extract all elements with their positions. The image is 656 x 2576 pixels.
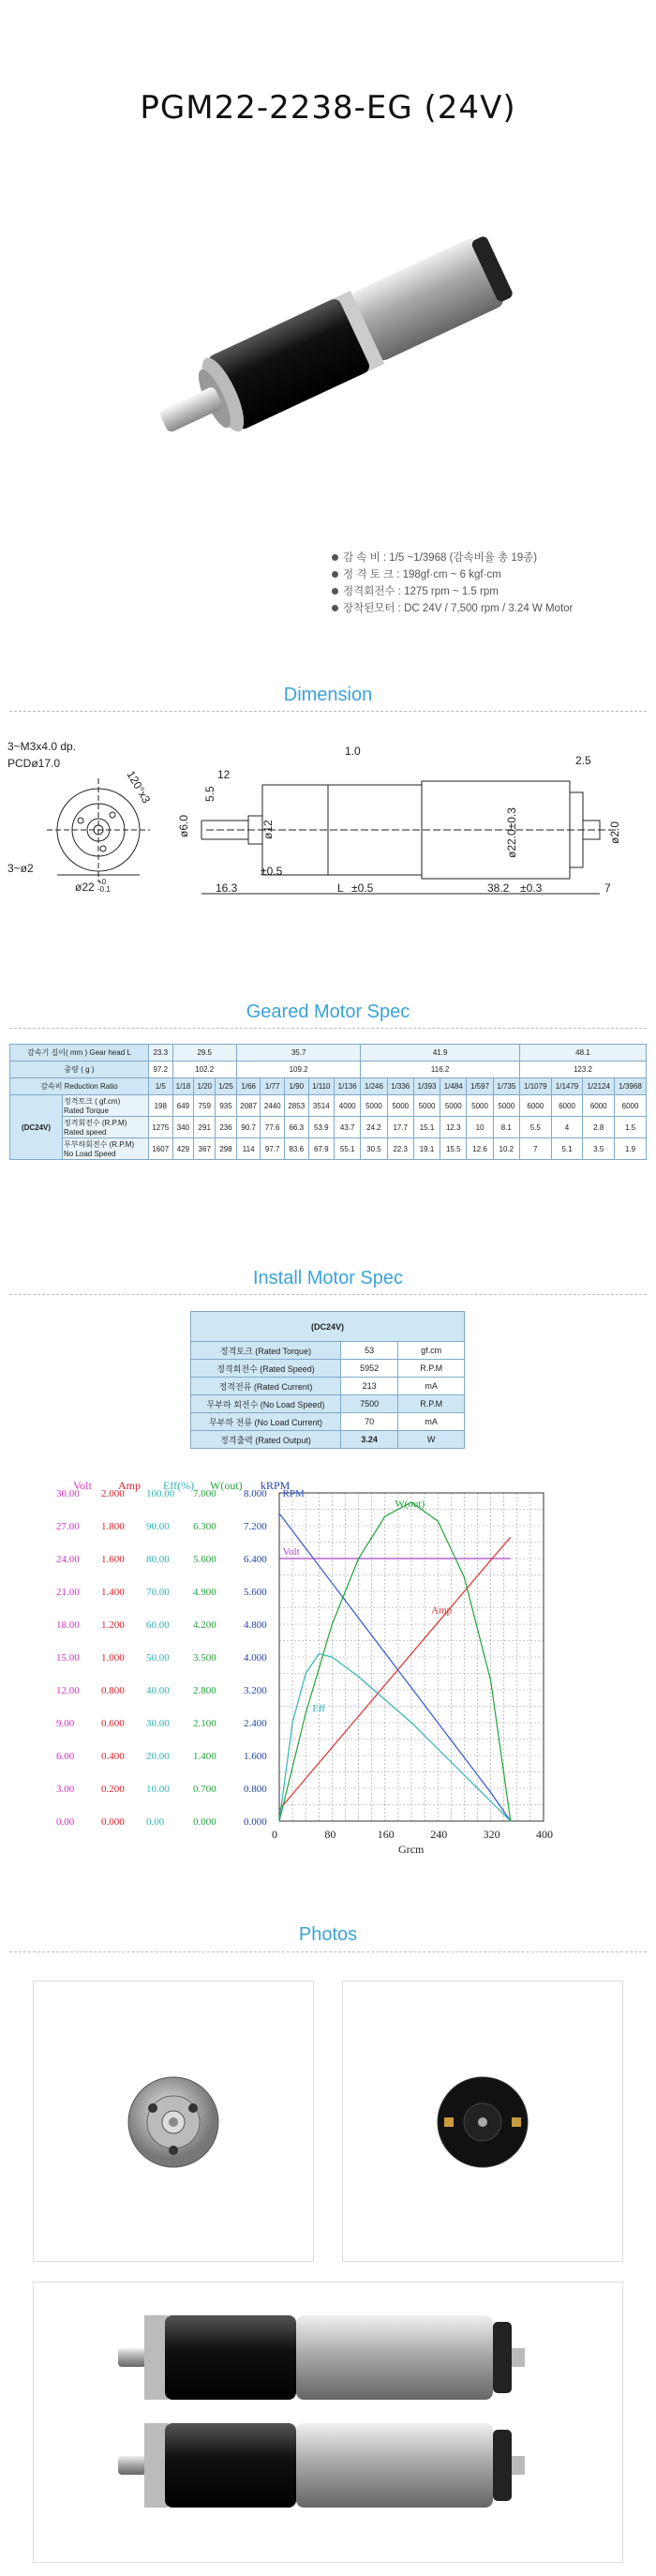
axis-tick-label: 0.000 xyxy=(101,1816,125,1828)
axis-tick-label: 1.400 xyxy=(101,1587,125,1598)
axis-tick-label: 0.800 xyxy=(244,1784,267,1795)
section-divider xyxy=(9,1028,647,1029)
axis-tick-label: 60.00 xyxy=(146,1619,170,1631)
spec-cell: 43.7 xyxy=(335,1117,361,1138)
spec-cell: 236 xyxy=(216,1117,237,1138)
ratio-value: 1/246 xyxy=(361,1078,387,1095)
dim-angle-label: 120°x3 xyxy=(124,768,154,806)
spec-item: 감 속 비 : 1/5 ~1/3968 (감속비율 총 19종) xyxy=(330,550,573,566)
ratio-value: 1/3968 xyxy=(615,1078,647,1095)
section-title-install: Install Motor Spec xyxy=(252,1268,404,1288)
axis-tick-label: 15.00 xyxy=(56,1652,80,1664)
spec-cell: 291 xyxy=(194,1117,216,1138)
install-label: 무부하 전류 (No Load Current) xyxy=(191,1413,341,1431)
spec-cell: 5.1 xyxy=(551,1138,583,1160)
axis-tick-label: 21.00 xyxy=(56,1587,80,1598)
axis-tick-label: 5.600 xyxy=(244,1587,267,1598)
axis-tick-label: 90.00 xyxy=(146,1521,170,1532)
install-value: 53 xyxy=(341,1342,398,1360)
dim-L-label: L xyxy=(337,881,344,895)
x-axis-label: Grcm xyxy=(398,1843,425,1856)
install-unit: mA xyxy=(398,1413,465,1431)
dim-l10-label: 1.0 xyxy=(345,745,361,758)
dim-L-tol-label: ±0.5 xyxy=(351,881,374,895)
axis-tick-label: 4.000 xyxy=(244,1652,267,1664)
spec-cell: 1.5 xyxy=(615,1117,647,1138)
install-unit: R.P.M xyxy=(398,1360,465,1378)
install-unit: W xyxy=(398,1431,465,1449)
axis-tick-label: 4.900 xyxy=(193,1587,216,1598)
spec-cell: 198 xyxy=(149,1095,173,1117)
spec-cell: 6000 xyxy=(615,1095,647,1117)
spec-cell: 66.3 xyxy=(284,1117,308,1138)
axis-tick-label: 4.800 xyxy=(244,1619,267,1631)
axis-tick-label: 3.500 xyxy=(193,1652,216,1664)
spec-cell: 1607 xyxy=(149,1138,173,1160)
install-unit: R.P.M xyxy=(398,1395,465,1413)
install-label: 정격토크 (Rated Torque) xyxy=(191,1342,341,1360)
axis-tick-label: 5.600 xyxy=(193,1554,216,1565)
dim-pcd-label: PCDø17.0 xyxy=(7,757,61,770)
weight-value: 123.2 xyxy=(519,1062,646,1078)
axis-tick-label: 8.000 xyxy=(244,1488,267,1499)
spec-cell: 340 xyxy=(172,1117,194,1138)
axis-tick-label: 2.000 xyxy=(101,1488,125,1499)
series-label: Eff xyxy=(312,1703,326,1714)
spec-list xyxy=(330,550,573,617)
spec-cell: 15.5 xyxy=(440,1138,467,1160)
spec-cell: 67.9 xyxy=(308,1138,335,1160)
axis-tick-label: 0.800 xyxy=(101,1685,125,1696)
dim-dia22-tol-a: +0 xyxy=(97,878,107,886)
install-value: 70 xyxy=(341,1413,398,1431)
weight-label: 중량 ( g ) xyxy=(10,1062,149,1078)
rated-speed-label: 정격회전수 (R.P.M) Rated speed xyxy=(63,1117,149,1138)
axis-tick-label: 3.00 xyxy=(56,1784,75,1795)
ratio-value: 1/90 xyxy=(284,1078,308,1095)
install-table-header: (DC24V) xyxy=(191,1312,465,1342)
axis-tick-label: 1.000 xyxy=(101,1652,125,1664)
voltage-label: (DC24V) xyxy=(10,1095,63,1160)
weight-value: 97.2 xyxy=(149,1062,173,1078)
spec-cell: 5000 xyxy=(467,1095,493,1117)
spec-cell: 30.5 xyxy=(361,1138,387,1160)
install-motor-spec-table xyxy=(190,1311,465,1449)
x-tick-label: 320 xyxy=(483,1828,500,1841)
axis-tick-label: 2.800 xyxy=(193,1685,216,1696)
install-label: 정격출력 (Rated Output) xyxy=(191,1431,341,1449)
spec-cell: 2440 xyxy=(261,1095,285,1117)
spec-cell: 1.9 xyxy=(615,1138,647,1160)
gear-head-value: 48.1 xyxy=(519,1045,646,1062)
section-divider xyxy=(9,1951,647,1952)
ratio-value: 1/136 xyxy=(335,1078,361,1095)
axis-tick-label: 0.000 xyxy=(193,1816,216,1828)
ratio-value: 1/18 xyxy=(172,1078,194,1095)
axis-tick-label: 10.00 xyxy=(146,1784,170,1795)
install-value: 3.24 xyxy=(341,1431,398,1449)
axis-tick-label: 27.00 xyxy=(56,1521,80,1532)
spec-cell: 5000 xyxy=(361,1095,387,1117)
spec-cell: 935 xyxy=(216,1095,237,1117)
dim-d22b-label: ø22.0±0.3 xyxy=(505,807,518,858)
rated-torque-label: 정격토크 ( gf.cm) Rated Torque xyxy=(63,1095,149,1117)
install-value: 213 xyxy=(341,1378,398,1395)
spec-cell: 5.5 xyxy=(519,1117,551,1138)
spec-cell: 5000 xyxy=(493,1095,519,1117)
dim-d20-label: ø2.0 xyxy=(608,821,621,844)
ratio-value: 1/20 xyxy=(194,1078,216,1095)
spec-cell: 19.1 xyxy=(413,1138,440,1160)
photo-side-views xyxy=(33,2282,623,2563)
spec-item: 장착된모터 : DC 24V / 7,500 rpm / 3.24 W Motor xyxy=(330,600,573,617)
geared-motor-spec-table xyxy=(9,1044,647,1160)
axis-tick-label: 6.00 xyxy=(56,1751,75,1762)
spec-cell: 53.9 xyxy=(308,1117,335,1138)
axis-tick-label: 40.00 xyxy=(146,1685,170,1696)
dim-holes-label: 3~ø2 xyxy=(7,862,34,875)
spec-cell: 5000 xyxy=(440,1095,467,1117)
spec-cell: 4 xyxy=(551,1117,583,1138)
install-value: 7500 xyxy=(341,1395,398,1413)
install-label: 정격전류 (Rated Current) xyxy=(191,1378,341,1395)
spec-cell: 4000 xyxy=(335,1095,361,1117)
install-unit: mA xyxy=(398,1378,465,1395)
weight-value: 109.2 xyxy=(236,1062,360,1078)
ratio-value: 1/110 xyxy=(308,1078,335,1095)
axis-header: Eff(%) xyxy=(163,1482,195,1492)
photo-front-view xyxy=(33,1981,314,2262)
spec-cell: 114 xyxy=(236,1138,261,1160)
gear-face-image xyxy=(34,1981,313,2261)
no-load-speed-label: 무부하회전수 (R.P.M) No Load Speed xyxy=(63,1138,149,1160)
spec-cell: 22.3 xyxy=(387,1138,413,1160)
spec-cell: 55.1 xyxy=(335,1138,361,1160)
spec-cell: 6000 xyxy=(551,1095,583,1117)
spec-cell: 6000 xyxy=(519,1095,551,1117)
spec-cell: 12.3 xyxy=(440,1117,467,1138)
ratio-value: 1/66 xyxy=(236,1078,261,1095)
ratio-value: 1/25 xyxy=(216,1078,237,1095)
ratio-value: 1/1479 xyxy=(551,1078,583,1095)
x-tick-label: 0 xyxy=(272,1828,277,1841)
axis-tick-label: 0.00 xyxy=(146,1816,165,1828)
dim-l25-label: 2.5 xyxy=(575,754,591,767)
axis-tick-label: 0.200 xyxy=(101,1784,125,1795)
spec-cell: 12.6 xyxy=(467,1138,493,1160)
spec-cell: 298 xyxy=(216,1138,237,1160)
axis-tick-label: 30.00 xyxy=(56,1488,80,1499)
axis-tick-label: 7.200 xyxy=(244,1521,267,1532)
spec-cell: 759 xyxy=(194,1095,216,1117)
install-label: 무부하 회전수 (No Load Speed) xyxy=(191,1395,341,1413)
spec-cell: 1275 xyxy=(149,1117,173,1138)
spec-cell: 5000 xyxy=(387,1095,413,1117)
axis-tick-label: 6.300 xyxy=(193,1521,216,1532)
motor-side-image xyxy=(34,2282,622,2562)
spec-cell: 5000 xyxy=(413,1095,440,1117)
section-divider xyxy=(9,1294,647,1295)
spec-cell: 367 xyxy=(194,1138,216,1160)
spec-cell: 97.7 xyxy=(261,1138,285,1160)
series-label: RPM xyxy=(282,1487,305,1499)
dim-thread-label: 3~M3x4.0 dp. xyxy=(7,740,77,753)
gear-head-value: 29.5 xyxy=(172,1045,236,1062)
spec-cell: 17.7 xyxy=(387,1117,413,1138)
spec-cell: 3514 xyxy=(308,1095,335,1117)
axis-tick-label: 70.00 xyxy=(146,1587,170,1598)
ratio-value: 1/2124 xyxy=(583,1078,615,1095)
install-unit: gf.cm xyxy=(398,1342,465,1360)
axis-header: Volt xyxy=(73,1482,92,1492)
section-title-photos: Photos xyxy=(298,1924,358,1945)
dim-l163-label: 16.3 xyxy=(216,881,238,895)
spec-cell: 83.6 xyxy=(284,1138,308,1160)
spec-cell: 77.6 xyxy=(261,1117,285,1138)
axis-tick-label: 50.00 xyxy=(146,1652,170,1664)
ratio-value: 1/336 xyxy=(387,1078,413,1095)
axis-tick-label: 1.200 xyxy=(101,1619,125,1631)
dim-d12-label: ø12 xyxy=(261,820,275,839)
x-tick-label: 160 xyxy=(377,1828,395,1841)
dim-dia22-label: ø22 xyxy=(75,881,95,894)
series-label: Amp xyxy=(431,1604,453,1617)
motor-hero-image xyxy=(131,211,544,492)
gear-head-value: 41.9 xyxy=(361,1045,520,1062)
section-title-geared: Geared Motor Spec xyxy=(246,1002,410,1022)
axis-tick-label: 4.200 xyxy=(193,1619,216,1631)
ratio-value: 1/484 xyxy=(440,1078,467,1095)
section-title-dimension: Dimension xyxy=(283,685,373,705)
axis-tick-label: 0.00 xyxy=(56,1816,75,1828)
dim-l7-label: 7 xyxy=(604,881,611,895)
performance-chart xyxy=(56,1482,600,1876)
axis-tick-label: 100.00 xyxy=(146,1488,175,1499)
gear-head-label: 감속기 길이( mm ) Gear head L xyxy=(10,1045,149,1062)
axis-tick-label: 0.400 xyxy=(101,1751,125,1762)
ratio-label: 감속비 Reduction Ratio xyxy=(10,1078,149,1095)
spec-cell: 649 xyxy=(172,1095,194,1117)
axis-tick-label: 0.000 xyxy=(244,1816,267,1828)
weight-value: 102.2 xyxy=(172,1062,236,1078)
gear-head-value: 23.3 xyxy=(149,1045,173,1062)
x-tick-label: 400 xyxy=(536,1828,553,1841)
axis-tick-label: 9.00 xyxy=(56,1718,75,1729)
x-tick-label: 240 xyxy=(430,1828,448,1841)
spec-cell: 2087 xyxy=(236,1095,261,1117)
series-label: Volt xyxy=(282,1546,300,1558)
dimension-drawing xyxy=(0,727,656,919)
axis-tick-label: 1.600 xyxy=(101,1554,125,1565)
axis-tick-label: 0.700 xyxy=(193,1784,216,1795)
install-label: 정격회전수 (Rated Speed) xyxy=(191,1360,341,1378)
axis-tick-label: 30.00 xyxy=(146,1718,170,1729)
ratio-value: 1/393 xyxy=(413,1078,440,1095)
product-title: PGM22-2238-EG (24V) xyxy=(140,89,516,127)
axis-tick-label: 20.00 xyxy=(146,1751,170,1762)
axis-tick-label: 0.600 xyxy=(101,1718,125,1729)
gear-head-value: 35.7 xyxy=(236,1045,360,1062)
spec-cell: 2.8 xyxy=(583,1117,615,1138)
spec-item: 정 격 토 크 : 198gf·cm ~ 6 kgf·cm xyxy=(330,566,573,583)
axis-tick-label: 18.00 xyxy=(56,1619,80,1631)
spec-cell: 90.7 xyxy=(236,1117,261,1138)
axis-header: W(out) xyxy=(210,1482,243,1492)
ratio-value: 1/77 xyxy=(261,1078,285,1095)
dim-pm05-label: ±0.5 xyxy=(261,865,283,878)
dim-l382-tol-label: ±0.3 xyxy=(520,881,543,895)
spec-cell: 10.2 xyxy=(493,1138,519,1160)
series-label: W(out) xyxy=(395,1499,425,1510)
spec-cell: 15.1 xyxy=(413,1117,440,1138)
axis-tick-label: 7.000 xyxy=(193,1488,216,1499)
axis-tick-label: 1.600 xyxy=(244,1751,267,1762)
spec-cell: 10 xyxy=(467,1117,493,1138)
axis-tick-label: 1.400 xyxy=(193,1751,216,1762)
axis-tick-label: 24.00 xyxy=(56,1554,80,1565)
ratio-value: 1/597 xyxy=(467,1078,493,1095)
axis-header: Amp xyxy=(118,1482,141,1492)
weight-value: 116.2 xyxy=(361,1062,520,1078)
spec-cell: 8.1 xyxy=(493,1117,519,1138)
ratio-value: 1/5 xyxy=(149,1078,173,1095)
dim-l12-label: 12 xyxy=(217,768,231,781)
dim-l382-label: 38.2 xyxy=(487,881,510,895)
spec-cell: 3.5 xyxy=(583,1138,615,1160)
spec-cell: 6000 xyxy=(583,1095,615,1117)
spec-cell: 24.2 xyxy=(361,1117,387,1138)
axis-header: kRPM xyxy=(261,1482,291,1492)
series-line-rpm xyxy=(279,1514,511,1821)
x-tick-label: 80 xyxy=(324,1828,336,1841)
axis-tick-label: 2.400 xyxy=(244,1718,267,1729)
motor-rear-image xyxy=(343,1981,622,2261)
ratio-value: 1/1079 xyxy=(519,1078,551,1095)
dim-d6-label: ø6.0 xyxy=(177,814,190,837)
photo-rear-view xyxy=(342,1981,623,2262)
dim-d55-label: 5.5 xyxy=(203,786,216,802)
install-value: 5952 xyxy=(341,1360,398,1378)
axis-tick-label: 12.00 xyxy=(56,1685,80,1696)
dim-dia22-tol-b: -0.1 xyxy=(97,885,111,894)
axis-tick-label: 1.800 xyxy=(101,1521,125,1532)
spec-item: 정격회전수 : 1275 rpm ~ 1.5 rpm xyxy=(330,583,573,600)
ratio-value: 1/735 xyxy=(493,1078,519,1095)
axis-tick-label: 6.400 xyxy=(244,1554,267,1565)
axis-tick-label: 3.200 xyxy=(244,1685,267,1696)
spec-cell: 429 xyxy=(172,1138,194,1160)
axis-tick-label: 2.100 xyxy=(193,1718,216,1729)
spec-cell: 2853 xyxy=(284,1095,308,1117)
section-divider xyxy=(9,711,647,712)
axis-tick-label: 80.00 xyxy=(146,1554,170,1565)
series-line-eff xyxy=(279,1654,511,1822)
spec-cell: 7 xyxy=(519,1138,551,1160)
